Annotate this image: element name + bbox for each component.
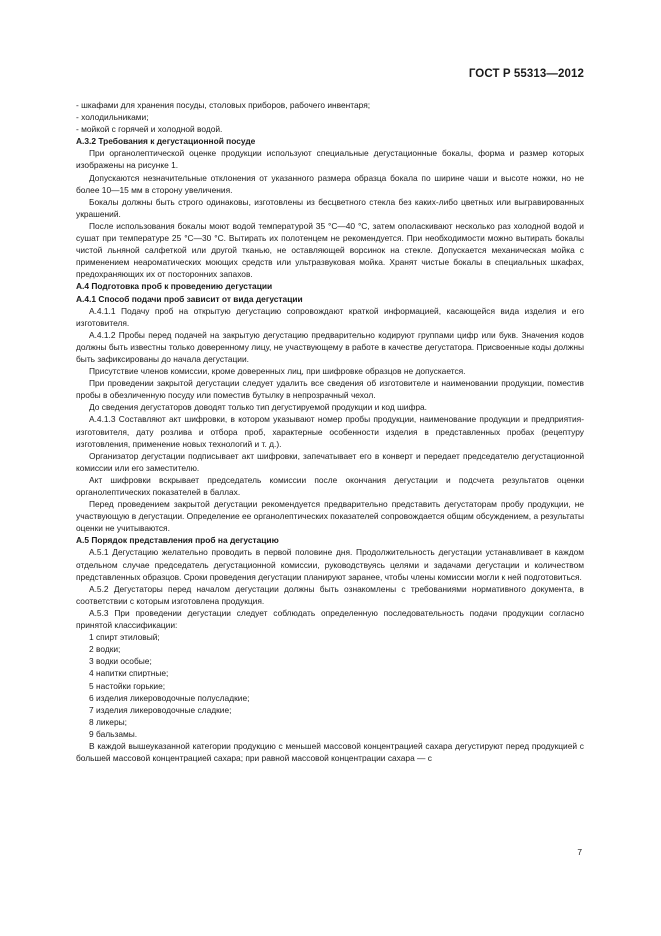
paragraph: 1 спирт этиловый;: [89, 632, 160, 643]
paragraph: Допускаются незначительные отклонения от указанного размера образца бокала по ширине чаши и высоте ножки, но не более 10—15 мм в сторону увеличения.: [76, 172, 584, 195]
paragraph: Бокалы должны быть строго одинаковы, изготовлены из бесцветного стекла без каких-либо цветных или выгравированных украшений.: [76, 196, 584, 219]
section-heading: А.4 Подготовка проб к проведению дегустации: [76, 281, 273, 292]
paragraph: 7 изделия ликероводочные сладкие;: [89, 704, 232, 715]
paragraph: Организатор дегустации подписывает акт шифровки, запечатывает его в конверт и передает председателю дегустационной комиссии или его заместителю.: [76, 450, 584, 473]
paragraph: До сведения дегустаторов доводят только тип дегустируемой продукции и код шифра.: [89, 402, 427, 413]
paragraph: 4 напитки спиртные;: [89, 668, 169, 679]
paragraph: В каждой вышеуказанной категории продукцию с меньшей массовой концентрацией сахара дегустируют перед продукцией с большей массовой концентрацией сахара; при равной массовой концентрации сахара — с: [76, 740, 584, 764]
paragraph: 3 водки особые;: [89, 656, 152, 667]
list-item: - холодильниками;: [76, 112, 149, 123]
paragraph: А.5.2 Дегустаторы перед началом дегустации должны быть ознакомлены с требованиями нормативного документа, в соответствии с которым изготовлена продукция.: [76, 583, 584, 606]
paragraph: Акт шифровки вскрывает председатель комиссии после окончания дегустации и подсчета результатов оценки органолептических показателей в баллах.: [76, 474, 584, 497]
paragraph: А.5.3 При проведении дегустации следует соблюдать определенную последовательность подачи продукции согласно принятой классификации:: [76, 607, 584, 631]
section-heading: А.4.1 Способ подачи проб зависит от вида дегустации: [76, 293, 303, 304]
list-item: - шкафами для хранения посуды, столовых приборов, рабочего инвентаря;: [76, 100, 371, 110]
paragraph: А.5.1 Дегустацию желательно проводить в первой половине дня. Продолжительность дегустации устанавливает в каждом отдельном случае председатель дегустационной комиссии, руководствуясь целями и задачами дегустации и количеством представленных образцов. Сроки проведения дегустации планируют заранее, чтобы члены комиссии могли к ней подготовиться.: [76, 547, 584, 582]
paragraph: Присутствие членов комиссии, кроме доверенных лиц, при шифровке образцов не допускается.: [89, 366, 466, 377]
paragraph: При органолептической оценке продукции используют специальные дегустационные бокалы, форма и размер которых изображены на рисунке 1.: [76, 148, 584, 171]
page-number: 7: [577, 847, 582, 857]
paragraph: 9 бальзамы.: [89, 728, 138, 739]
paragraph: После использования бокалы моют водой температурой 35 °С—40 °С, затем ополаскивают несколько раз холодной водой и сушат при температуре 25 °С—30 °С. Вытирать их полотенцем не рекомендуется. При необходимости можно вытирать бокалы чистой льняной салфеткой или другой тканью, не оставляющей ворсинок на стекле. Допускается механическая мойка с применением неароматических моющих средств или ультразвуковая мойка. Хранят чистые бокалы в специальных шкафах, предохраняющих их от посторонних запахов.: [76, 220, 584, 280]
paragraph: А.4.1.3 Составляют акт шифровки, в котором указывают номер пробы продукции, наименование продукции и предприятия-изготовителя, дату розлива и отбора проб, характерные особенности изделия в представленных пробах (рецептуру изготовления, применение новых технологий и т. д.).: [76, 414, 584, 449]
paragraph: 8 ликеры;: [89, 716, 127, 727]
paragraph: А.4.1.1 Подачу проб на открытую дегустацию сопровождают краткой информацией, касающейся вида изделия и его изготовителя.: [76, 305, 584, 328]
document-body: [76, 99, 584, 764]
paragraph: 5 настойки горькие;: [89, 680, 166, 691]
document-header: ГОСТ Р 55313—2012: [468, 68, 584, 80]
paragraph: А.4.1.2 Пробы перед подачей на закрытую дегустацию предварительно кодируют группами цифр или букв. Значения кодов должны быть известны только доверенному лицу, не участвующему в работе в качестве дегустатора. Присвоенные коды должны быть зафиксированы до начала дегустации.: [76, 329, 584, 364]
paragraph: При проведении закрытой дегустации следует удалить все сведения об изготовителе и наименовании продукции, поместив пробы в обезличенную посуду или поместив бутылку в непрозрачный чехол.: [76, 378, 584, 401]
paragraph: Перед проведением закрытой дегустации рекомендуется предварительно представить дегустаторам пробу продукции, не участвующую в дегустации. Определение ее органолептических показателей сопровождается общим обсуждением, а результаты оценки не учитываются.: [76, 499, 584, 534]
section-heading: А.3.2 Требования к дегустационной посуде: [76, 136, 256, 147]
paragraph: 6 изделия ликероводочные полусладкие;: [89, 692, 250, 703]
paragraph: 2 водки;: [89, 644, 121, 655]
section-heading: А.5 Порядок представления проб на дегустацию: [76, 535, 279, 546]
list-item: - мойкой с горячей и холодной водой.: [76, 124, 223, 135]
